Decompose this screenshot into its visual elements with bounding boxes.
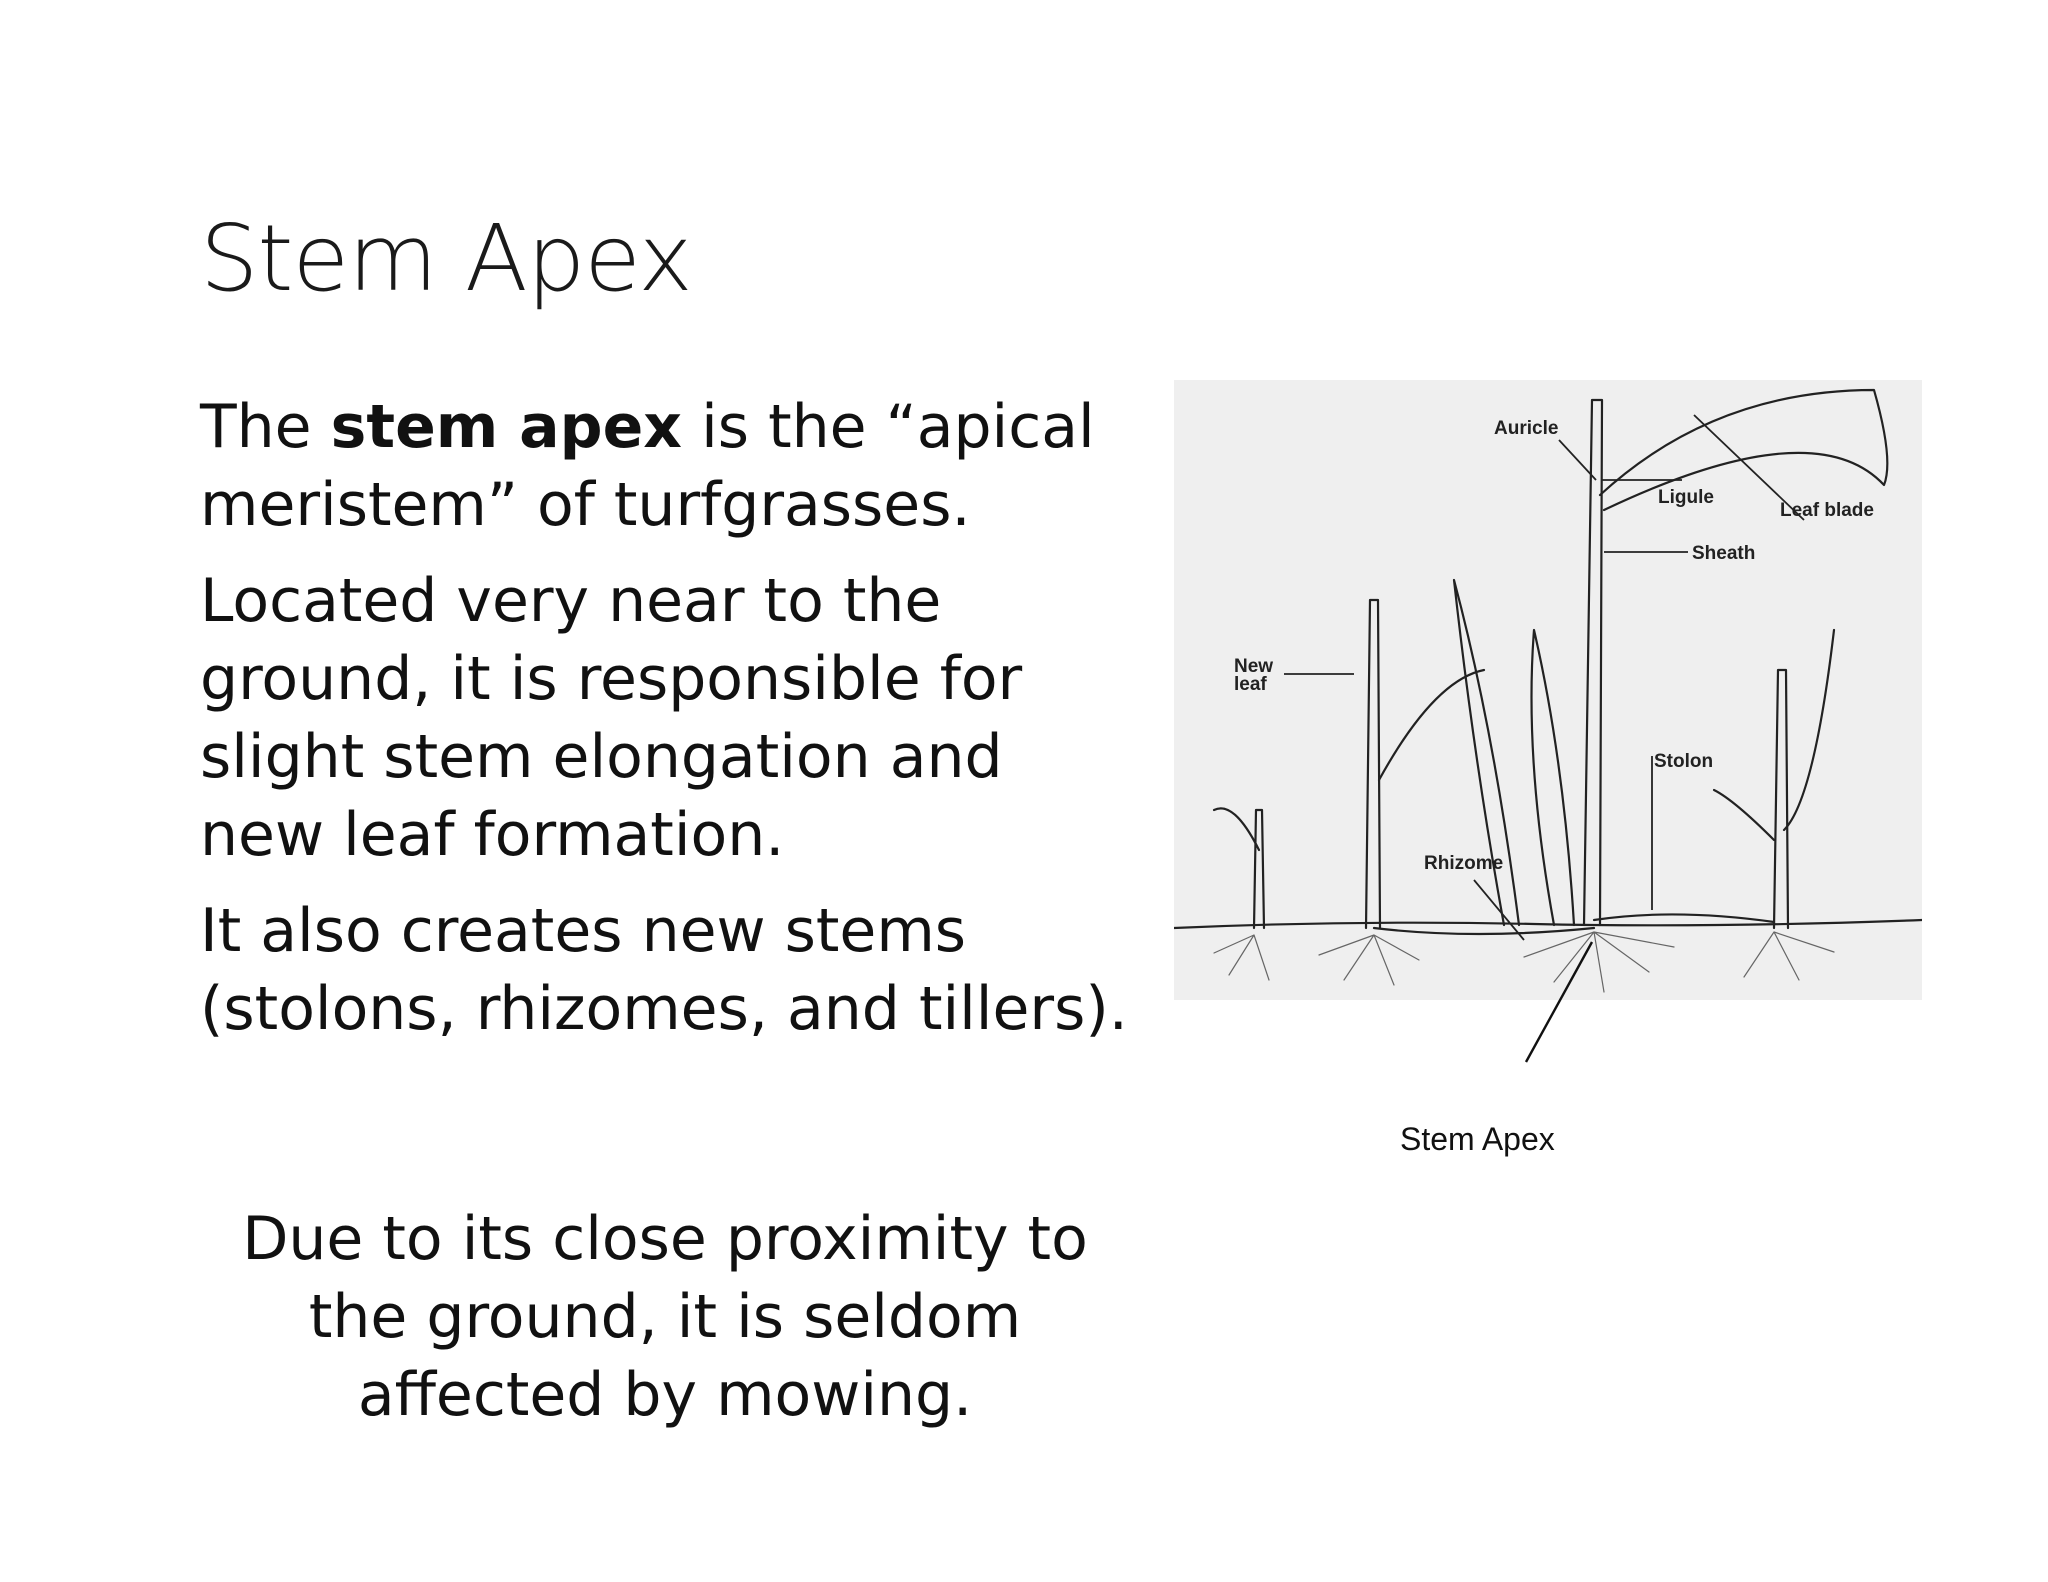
soil-line: [1174, 920, 1922, 928]
label-ligule: Ligule: [1658, 487, 1714, 508]
tiller-center: [1366, 600, 1380, 928]
paragraph-new-stems: It also creates new stems (stolons, rhizomes, and tillers).: [200, 896, 1128, 1044]
figure-caption-stem-apex: Stem Apex: [1400, 1121, 1555, 1157]
tiller-left: [1254, 810, 1264, 928]
definition-lead: The: [200, 392, 331, 462]
body-text: [200, 388, 1140, 1066]
paragraph-definition: [200, 388, 1140, 544]
slide-title: Stem Apex: [200, 205, 692, 312]
term-stem-apex: stem apex: [330, 392, 682, 462]
rhizome-stem: [1374, 928, 1594, 934]
label-new-leaf-line1: New: [1234, 656, 1274, 677]
main-culm: [1584, 400, 1602, 925]
label-sheath: Sheath: [1692, 543, 1756, 564]
tiller-far-right: [1774, 670, 1788, 928]
turfgrass-drawing: [1174, 380, 1922, 1000]
leaf-blade-shape: [1600, 390, 1887, 510]
label-new-leaf-line2: leaf: [1234, 674, 1267, 695]
label-stolon: Stolon: [1654, 751, 1714, 772]
turfgrass-illustration: [1174, 380, 1922, 1000]
label-leaf-blade: Leaf blade: [1780, 500, 1874, 521]
label-rhizome: Rhizome: [1424, 853, 1504, 874]
paragraph-location: Located very near to the ground, it is responsible for slight stem elongation and new leaf formation.: [200, 566, 1023, 870]
stem-apex-pointer-line: [1174, 940, 1594, 1080]
definition-rest: is the “apical meristem” of turfgrasses.: [200, 392, 1095, 540]
label-auricle: Auricle: [1494, 418, 1559, 439]
mowing-note: Due to its close proximity to the ground, it is seldom affected by mowing.: [242, 1204, 1088, 1430]
stolon-stem: [1594, 914, 1774, 922]
